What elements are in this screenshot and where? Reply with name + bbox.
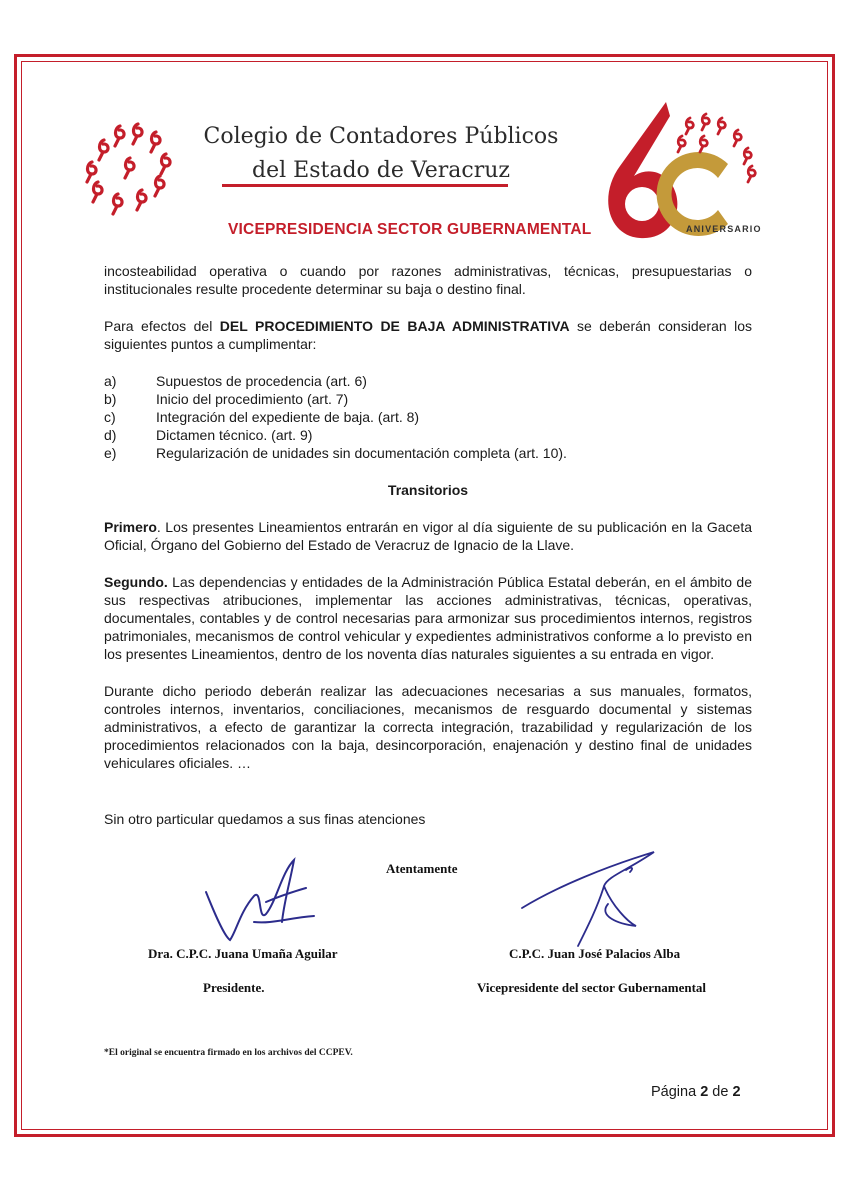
list-item — [104, 390, 752, 408]
left-signer-role: Presidente. — [203, 980, 265, 995]
anniversary-60-logo — [578, 96, 778, 246]
paragraph-segundo — [104, 573, 752, 663]
org-title-line2: del Estado de Veracruz — [252, 158, 510, 183]
right-signer-role: Vicepresidente del sector Gubernamental — [477, 980, 707, 995]
primero-text: . Los presentes Lineamientos entrarán en vigor al día siguiente de su publicación en la Gaceta Oficial, Órgano del Gobierno del Estado de Veracruz de Ignacio de la Llave. — [104, 519, 752, 553]
paragraph-primero — [104, 518, 752, 554]
page-number — [651, 1084, 741, 1100]
list-marker: e) — [104, 445, 117, 461]
title-underline — [222, 184, 508, 187]
list-text: Integración del expediente de baja. (art. 8) — [156, 409, 420, 425]
signature-right — [508, 846, 668, 956]
atentamente-label: Atentamente — [386, 861, 458, 876]
vicepresidency-heading: VICEPRESIDENCIA SECTOR GUBERNAMENTAL — [228, 221, 592, 238]
paragraph-procedure — [104, 317, 752, 353]
anniversary-label: ANIVERSARIO — [686, 224, 762, 234]
signature-left — [196, 852, 326, 952]
document-body — [104, 262, 752, 828]
list-text: Regularización de unidades sin documentación completa (art. 10). — [156, 445, 567, 461]
list-marker: d) — [104, 427, 117, 443]
segundo-text: Las dependencias y entidades de la Administración Pública Estatal deberán, en el ámbito de sus respectivas atribuciones, implementar las acciones administrativas, técnicas, operativas, documentales, contables y de control necesarias para armonizar sus procedimientos internos, registros patrimoniales, mecanismos de control vehicular y expedientes administrativos conforme a lo previsto en los presentes Lineamientos, dentro de los noventa días naturales siguientes a su entrada en vigor. — [104, 574, 752, 662]
left-signer-name: Dra. C.P.C. Juana Umaña Aguilar — [148, 946, 338, 961]
primero-label: Primero — [104, 519, 157, 535]
footnote: *El original se encuentra firmado en los archivos del CCPEV. — [104, 1048, 353, 1058]
page-word: Página — [651, 1084, 697, 1100]
paragraph-intro: incosteabilidad operativa o cuando por razones administrativas, técnicas, presupuestarias o institucionales resulte procedente determinar su baja o destino final. — [104, 263, 752, 297]
right-signer-name: C.P.C. Juan José Palacios Alba — [509, 946, 681, 961]
list-marker: a) — [104, 373, 117, 389]
procedure-list — [104, 372, 752, 462]
paragraph-durante: Durante dicho periodo deberán realizar las adecuaciones necesarias a sus manuales, formatos, controles internos, inventarios, conciliaciones, mecanismos de resguardo documental y sistemas administrativos, a efecto de garantizar la correcta integración, trazabilidad y regularización de los procedimientos relacionados con la baja, desincorporación, enajenación y destino final de unidades vehiculares oficiales. … — [104, 683, 752, 771]
list-item — [104, 426, 752, 444]
list-text: Dictamen técnico. (art. 9) — [156, 427, 313, 443]
list-item — [104, 372, 752, 390]
page-of: de — [712, 1084, 729, 1100]
org-title-line1: Colegio de Contadores Públicos — [203, 124, 559, 149]
page-total: 2 — [732, 1084, 741, 1100]
list-text: Inicio del procedimiento (art. 7) — [156, 391, 349, 407]
org-title — [196, 120, 566, 188]
list-marker: b) — [104, 391, 117, 407]
procedure-suffix: se deberán consideran los siguientes puntos a cumplimentar: — [104, 318, 752, 352]
list-item — [104, 408, 752, 426]
section-title: Transitorios — [387, 482, 469, 498]
closing-line: Sin otro particular quedamos a sus finas atenciones — [104, 811, 426, 827]
ccpev-logo — [80, 118, 180, 218]
list-item — [104, 444, 752, 462]
list-marker: c) — [104, 409, 116, 425]
list-text: Supuestos de procedencia (art. 6) — [156, 373, 367, 389]
procedure-bold: DEL PROCEDIMIENTO DE BAJA ADMINISTRATIVA — [219, 318, 570, 334]
segundo-label: Segundo. — [104, 574, 168, 590]
page-current: 2 — [700, 1084, 709, 1100]
procedure-prefix: Para efectos del — [104, 318, 220, 334]
